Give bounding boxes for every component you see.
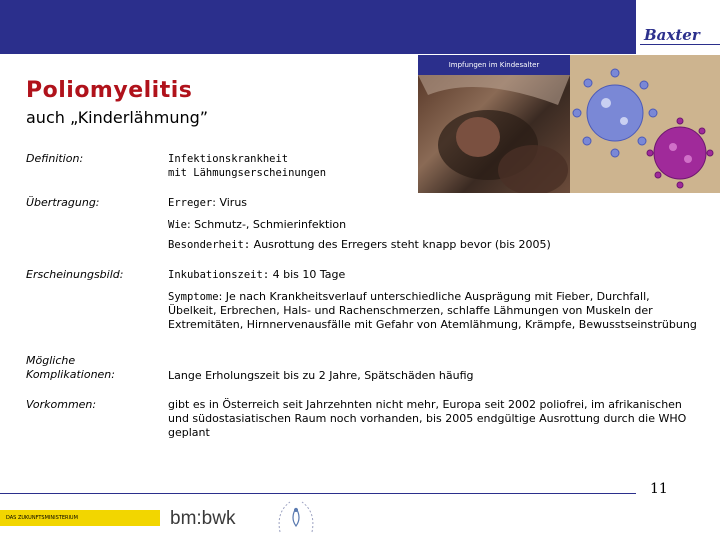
wie-key: Wie: [168, 219, 187, 231]
bmbwk-logo: bm:bwk: [170, 508, 236, 529]
besonderheit-key: Besonderheit:: [168, 239, 251, 251]
vorkommen-label: Vorkommen:: [26, 398, 97, 411]
brand-logo: Baxter: [644, 26, 700, 44]
definition-line-1: Infektionskrankheit: [168, 153, 289, 165]
wie-line: [168, 218, 698, 232]
erreger-key: Erreger: [168, 197, 213, 209]
topic-label: Impfungen im Kindesalter: [418, 55, 570, 75]
inkubation-value: 4 bis 10 Tage: [269, 268, 346, 281]
erreger-line: [168, 196, 698, 210]
definition-label: Definition:: [26, 152, 84, 165]
komplikationen-label-line-2: Komplikationen:: [26, 368, 115, 381]
komplikationen-value: Lange Erholungszeit bis zu 2 Jahre, Spätschäden häufig: [168, 369, 474, 382]
inkubation-line: [168, 268, 698, 282]
uebertragung-label: Übertragung:: [26, 196, 100, 209]
page-subtitle: auch „Kinderlähmung”: [26, 108, 209, 127]
page-title: Poliomyelitis: [26, 78, 193, 103]
ministry-seal-icon: [270, 496, 322, 536]
erscheinungsbild-label: Erscheinungsbild:: [26, 268, 124, 281]
definition-value: [168, 152, 698, 180]
wie-value: : Schmutz-, Schmierinfektion: [186, 218, 347, 231]
besonderheit-line: [168, 238, 698, 252]
besonderheit-value: Ausrottung des Erregers steht knapp bevor (bis 2005): [250, 238, 551, 251]
definition-line-2: mit Lähmungserscheinungen: [168, 167, 327, 179]
komplikationen-label-line-1: Mögliche: [26, 354, 76, 367]
symptome-value: : Je nach Krankheitsverlauf unterschiedliche Ausprägung mit Fieber, Durchfall, Übelkeit, Erbrechen, Hals- und Rachenschmerzen, schlaffe Lähmungen von Muskeln der Extremitäten, Hirnnervenausfälle mit Gefahr von Atemlähmung, Krämpfe, Bewusstseinstrübung: [168, 290, 697, 331]
vorkommen-value: gibt es in Österreich seit Jahrzehnten nicht mehr, Europa seit 2002 poliofrei, im afrikanischen und südostasiatischen Raum noch vorhanden, bis 2005 endgültige Ausrottung durch die WHO geplant: [168, 398, 687, 439]
logo-underline: [640, 44, 720, 45]
inkubation-key: Inkubationszeit:: [168, 269, 270, 281]
komplikationen-label: [26, 354, 115, 382]
symptome-block: [168, 290, 698, 332]
ministry-banner: DAS ZUKUNFTSMINISTERIUM: [0, 510, 160, 526]
header-bar: [0, 0, 636, 54]
page-number: 11: [650, 481, 668, 497]
footer-rule: [0, 493, 636, 494]
erreger-value: : Virus: [212, 196, 248, 209]
symptome-key: Symptome: [168, 291, 219, 303]
